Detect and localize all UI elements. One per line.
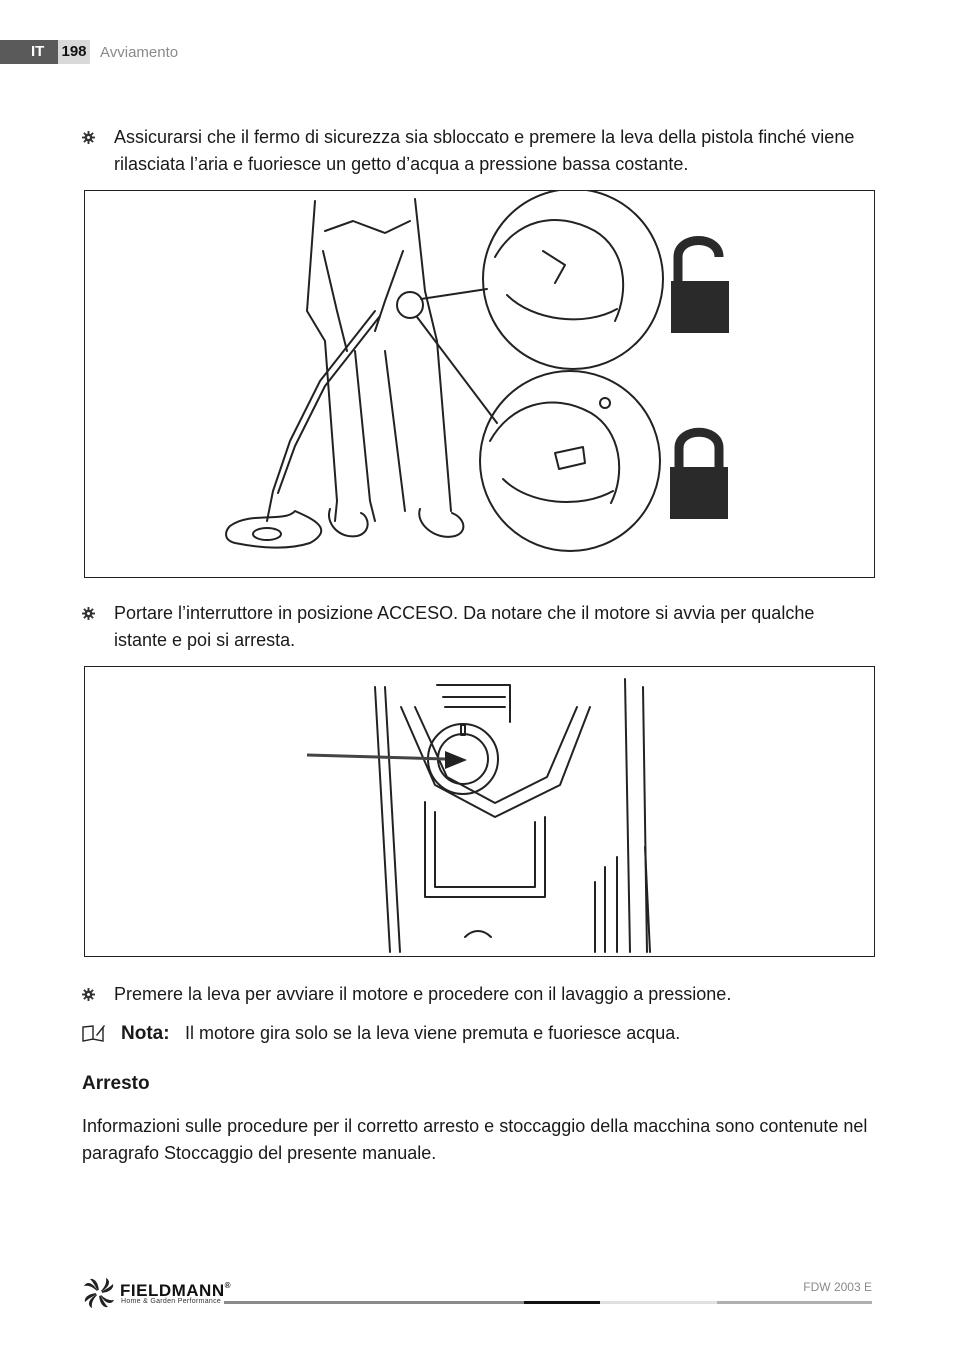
brand-tagline: Home & Garden Performance (121, 1298, 222, 1305)
bullet-text: Assicurarsi che il fermo di sicurezza sia sbloccato e premere la leva della pistola finché viene rilasciata l’aria e fuoriesce un getto d’acqua a pressione bassa costante. (114, 127, 855, 174)
bullet-item (82, 124, 872, 178)
footer-rule (224, 1301, 524, 1304)
footer-rule (600, 1301, 717, 1304)
footer-rule (717, 1301, 872, 1304)
open-book-icon (82, 1023, 106, 1043)
illustration-operator-and-safety-lock (85, 191, 874, 577)
section-paragraph: Informazioni sulle procedure per il corretto arresto e stoccaggio della macchina sono contenute nel paragrafo Stoccaggio del presente manuale. (82, 1116, 868, 1163)
gear-bullet-icon (82, 607, 95, 620)
figure-power-switch (84, 666, 875, 957)
unlocked-padlock-icon (671, 241, 729, 334)
section-heading: Arresto (82, 1073, 150, 1094)
gear-bullet-icon (82, 131, 95, 144)
note-label: Nota: (121, 1023, 170, 1044)
bullet-item (82, 981, 872, 1008)
bullet-item (82, 600, 872, 654)
brand-name: FIELDMANN® (120, 1281, 232, 1300)
illustration-power-switch (85, 667, 874, 956)
header-section-title: Avviamento (100, 44, 179, 61)
note-text: Il motore gira solo se la leva viene premuta e fuoriesce acqua. (185, 1023, 681, 1043)
gear-bullet-icon (82, 988, 95, 1001)
model-number: FDW 2003 E (803, 1280, 872, 1294)
header-lang-bar (0, 40, 58, 64)
bullet-text: Premere la leva per avviare il motore e procedere con il lavaggio a pressione. (114, 984, 732, 1004)
bullet-text: Portare l’interruttore in posizione ACCESO. Da notare che il motore si avvia per qualche istante e poi si arresta. (114, 603, 815, 650)
figure-spray-gun-lock (84, 190, 875, 578)
header-page-number: 198 (58, 40, 90, 64)
locked-padlock-icon (670, 432, 728, 519)
fieldmann-logo-icon (82, 1276, 116, 1310)
footer-rule (524, 1301, 600, 1304)
header-lang: IT (31, 43, 45, 60)
